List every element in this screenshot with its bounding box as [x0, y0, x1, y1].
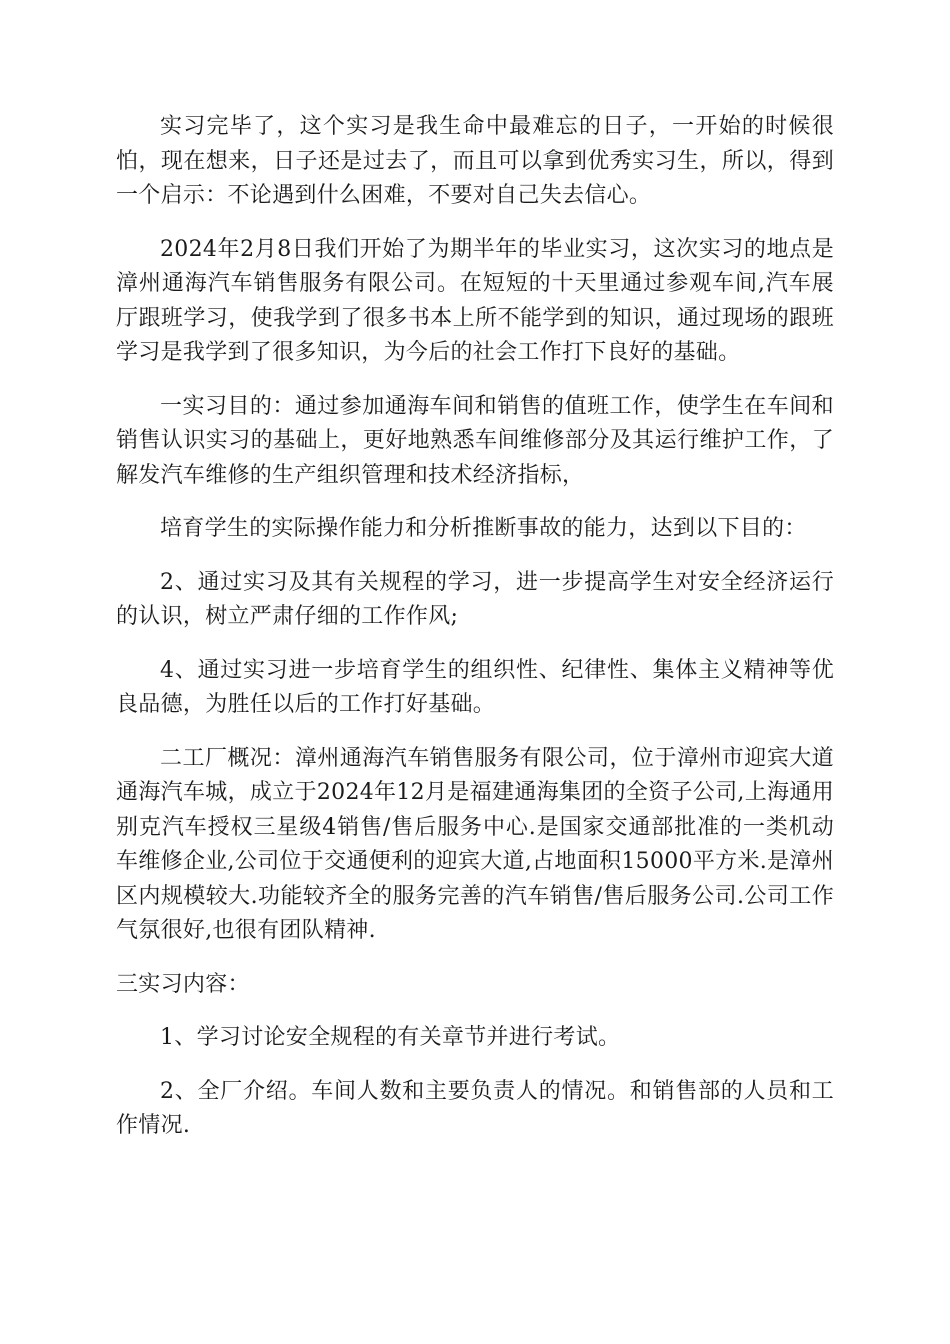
paragraph-intro: 实习完毕了，这个实习是我生命中最难忘的日子，一开始的时候很怕，现在想来，日子还是过去了，而且可以拿到优秀实习生，所以，得到一个启示：不论遇到什么困难，不要对自己失去信心。 — [116, 114, 834, 208]
paragraph-goals-lead: 培育学生的实际操作能力和分析推断事故的能力，达到以下目的： — [160, 516, 807, 541]
document-page — [116, 110, 834, 1163]
paragraph-goal-2: 2、通过实习及其有关规程的学习，进一步提高学生对安全经济运行的认识，树立严肃仔细的工作作风; — [116, 569, 834, 629]
paragraph-goal-4: 4、通过实习进一步培育学生的组织性、纪律性、集体主义精神等优良品德，为胜任以后的工作打好基础。 — [116, 657, 834, 717]
paragraph-content-1: 1、学习讨论安全规程的有关章节并进行考试。 — [160, 1025, 621, 1050]
paragraph-company-profile: 二工厂概况：漳州通海汽车销售服务有限公司，位于漳州市迎宾大道通海汽车城，成立于2024年12月是福建通海集团的全资子公司,上海通用别克汽车授权三星级4销售/售后服务中心.是国家交通部批准的一类机动车维修企业,公司位于交通便利的迎宾大道,占地面积15000平方米.是漳州区内规模较大.功能较齐全的服务完善的汽车销售/售后服务公司.公司工作气氛很好,也很有团队精神. — [116, 745, 834, 943]
section-heading-content: 三实习内容： — [116, 971, 250, 997]
paragraph-content-2: 2、全厂介绍。车间人数和主要负责人的情况。和销售部的人员和工作情况. — [116, 1078, 834, 1138]
paragraph-purpose: 一实习目的：通过参加通海车间和销售的值班工作，使学生在车间和销售认识实习的基础上，更好地熟悉车间维修部分及其运行维护工作，了解发汽车维修的生产组织管理和技术经济指标， — [116, 393, 834, 488]
paragraph-overview: 2024年2月8日我们开始了为期半年的毕业实习，这次实习的地点是漳州通海汽车销售服务有限公司。在短短的十天里通过参观车间,汽车展厅跟班学习，使我学到了很多书本上所不能学到的知识，通过现场的跟班学习是我学到了很多知识，为今后的社会工作打下良好的基础。 — [116, 236, 834, 365]
